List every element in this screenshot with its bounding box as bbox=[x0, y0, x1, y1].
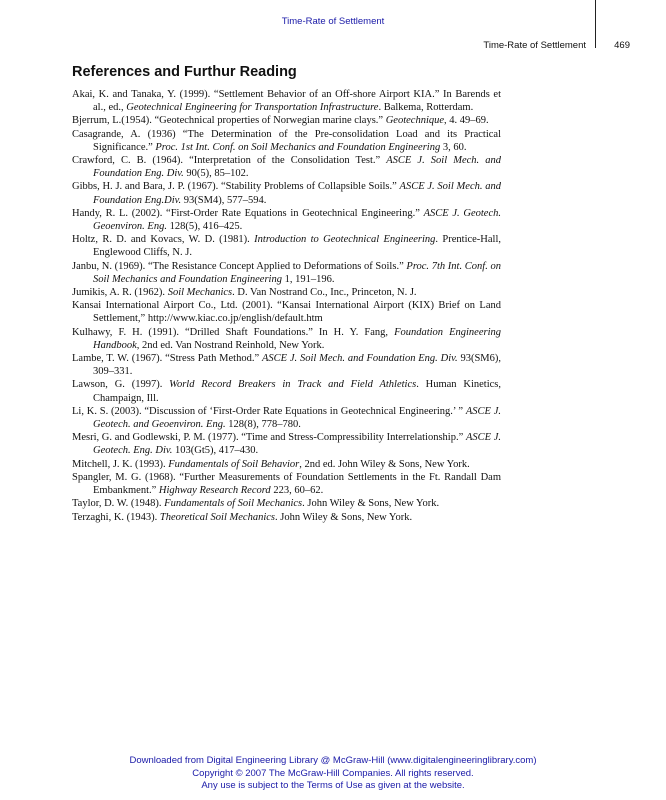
page-number: 469 bbox=[614, 40, 630, 51]
reference-text: Lawson, G. (1997). bbox=[72, 379, 170, 391]
reference-text: 128(8), 778–780. bbox=[225, 419, 301, 431]
reference-entry bbox=[72, 471, 501, 497]
reference-entry bbox=[72, 326, 501, 352]
reference-entry bbox=[72, 180, 501, 206]
reference-title: World Record Breakers in Track and Field Athletics bbox=[169, 379, 417, 391]
reference-entry bbox=[72, 128, 501, 154]
reference-entry bbox=[72, 378, 501, 404]
reference-text: Mesri, G. and Godlewski, P. M. (1977). “Time and Stress-Compressibility Interrelationship.” bbox=[72, 432, 466, 444]
reference-title: Theoretical Soil Mechanics bbox=[159, 511, 275, 523]
reference-text: Bjerrum, L.(1954). “Geotechnical properties of Norwegian marine clays.” bbox=[72, 115, 386, 127]
reference-entry bbox=[72, 207, 501, 233]
reference-title: ASCE J. Geotech. and Geoenviron. Eng. bbox=[93, 405, 501, 431]
reference-text: 93(SM6), 309–331. bbox=[93, 353, 502, 378]
reference-text: . Prentice-Hall, Englewood Cliffs, N. J. bbox=[93, 234, 502, 259]
reference-entry bbox=[72, 154, 501, 180]
reference-title: Geotechnical Engineering for Transportation Infrastructure bbox=[126, 102, 379, 114]
reference-title: Proc. 7th Int. Conf. on Soil Mechanics and Foundation Engineering bbox=[93, 260, 501, 285]
reference-text: Handy, R. L. (2002). “First-Order Rate Equations in Geotechnical Engineering.” bbox=[72, 207, 424, 219]
reference-entry bbox=[72, 233, 501, 259]
top-banner-title: Time-Rate of Settlement bbox=[281, 16, 385, 27]
reference-text: , 2nd ed. John Wiley & Sons, New York. bbox=[299, 458, 470, 470]
reference-text: 93(SM4), 577–594. bbox=[181, 194, 267, 206]
reference-text: . John Wiley & Sons, New York. bbox=[275, 511, 413, 523]
reference-text: Kulhawy, F. H. (1991). “Drilled Shaft Foundations.” In H. Y. Fang, bbox=[72, 326, 395, 338]
reference-list bbox=[72, 88, 501, 524]
reference-title: Foundation Engineering Handbook bbox=[93, 326, 501, 351]
reference-title: ASCE J. Soil Mech. and Foundation Eng.Div. bbox=[93, 181, 501, 206]
reference-text: Terzaghi, K. (1943). bbox=[72, 511, 160, 523]
footer bbox=[0, 755, 666, 793]
reference-text: Taylor, D. W. (1948). bbox=[72, 498, 165, 510]
reference-entry bbox=[72, 88, 501, 114]
reference-title: Fundamentals of Soil Mechanics bbox=[164, 498, 303, 510]
reference-title: ASCE J. Soil Mech. and Foundation Eng. Div. bbox=[261, 353, 458, 365]
reference-text: 223, 60–62. bbox=[270, 485, 324, 497]
reference-text: 3, 60. bbox=[440, 141, 467, 153]
reference-text: Kansai International Airport Co., Ltd. (2001). “Kansai International Airport (KIX) Brief on Land Settlement,” http://www.kiac.co.jp/english/default.htm bbox=[72, 300, 501, 325]
reference-text: 90(5), 85–102. bbox=[183, 168, 249, 180]
reference-title: Geotechnique bbox=[385, 115, 445, 127]
reference-entry bbox=[72, 511, 501, 524]
reference-entry bbox=[72, 299, 501, 325]
section-heading: References and Furthur Reading bbox=[72, 64, 297, 80]
reference-title: ASCE J. Soil Mech. and Foundation Eng. Div. bbox=[93, 155, 501, 180]
reference-text: Casagrande, A. (1936) “The Determination of the Pre-consolidation Load and its Practical Significance.” bbox=[72, 128, 501, 153]
footer-terms-line[interactable]: Any use is subject to the Terms of Use as given at the website. bbox=[201, 780, 465, 791]
reference-text: Janbu, N. (1969). “The Resistance Concept Applied to Deformations of Soils.” bbox=[72, 260, 407, 272]
reference-entry bbox=[72, 458, 501, 471]
reference-text: Spangler, M. G. (1968). “Further Measurements of Foundation Settlements in the Ft. Randall Dam Embankment.” bbox=[72, 471, 501, 497]
reference-entry bbox=[72, 352, 501, 378]
reference-title: Highway Research Record bbox=[158, 485, 271, 497]
footer-download-line[interactable]: Downloaded from Digital Engineering Library @ McGraw-Hill (www.digitalengineeringlibrary.com) bbox=[129, 755, 537, 766]
reference-text: , 4. 49–69. bbox=[444, 115, 489, 127]
reference-entry bbox=[72, 114, 501, 127]
reference-text: 128(5), 416–425. bbox=[166, 221, 243, 233]
reference-text: . John Wiley & Sons, New York. bbox=[302, 498, 440, 510]
reference-text: Jumikis, A. R. (1962). bbox=[72, 287, 168, 299]
reference-text: 103(Gt5), 417–430. bbox=[172, 445, 259, 457]
reference-title: Fundamentals of Soil Behavior bbox=[168, 458, 300, 470]
reference-entry bbox=[72, 405, 501, 431]
reference-text: , 2nd ed. Van Nostrand Reinhold, New York. bbox=[136, 339, 325, 351]
running-head: Time-Rate of Settlement bbox=[483, 40, 586, 51]
reference-title: Soil Mechanics bbox=[167, 287, 233, 299]
reference-text: Li, K. S. (2003). “Discussion of ‘First-Order Rate Equations in Geotechnical Engineering.’ ” bbox=[72, 405, 466, 417]
reference-text: Holtz, R. D. and Kovacs, W. D. (1981). bbox=[72, 234, 255, 246]
reference-text: . Balkema, Rotterdam. bbox=[378, 102, 474, 114]
footer-copyright-line: Copyright © 2007 The McGraw-Hill Companies. All rights reserved. bbox=[192, 767, 474, 779]
reference-title: Introduction to Geotechnical Engineering bbox=[254, 234, 436, 246]
reference-title: ASCE J. Geotech. Geoenviron. Eng. bbox=[93, 207, 501, 233]
reference-entry bbox=[72, 260, 501, 286]
reference-title: Proc. 1st Int. Conf. on Soil Mechanics and Foundation Engineering bbox=[155, 141, 441, 153]
header-divider bbox=[595, 0, 596, 48]
reference-text: Lambe, T. W. (1967). “Stress Path Method.” bbox=[72, 353, 262, 365]
reference-entry bbox=[72, 431, 501, 457]
reference-text: Akai, K. and Tanaka, Y. (1999). “Settlement Behavior of an Off-shore Airport KIA.” In Barends et al., ed., bbox=[72, 89, 501, 114]
reference-text: Mitchell, J. K. (1993). bbox=[72, 458, 169, 470]
reference-entry bbox=[72, 286, 501, 299]
reference-text: . D. Van Nostrand Co., Inc., Princeton, N. J. bbox=[232, 287, 417, 299]
reference-text: . Human Kinetics, Champaign, Ill. bbox=[93, 379, 501, 404]
reference-text: 1, 191–196. bbox=[281, 273, 335, 285]
reference-text: Crawford, C. B. (1964). “Interpretation of the Consolidation Test.” bbox=[72, 155, 387, 167]
reference-title: ASCE J. Geotech. Eng. Div. bbox=[93, 432, 502, 457]
reference-entry bbox=[72, 497, 501, 510]
reference-text: Gibbs, H. J. and Bara, J. P. (1967). “Stability Problems of Collapsible Soils.” bbox=[72, 181, 400, 193]
